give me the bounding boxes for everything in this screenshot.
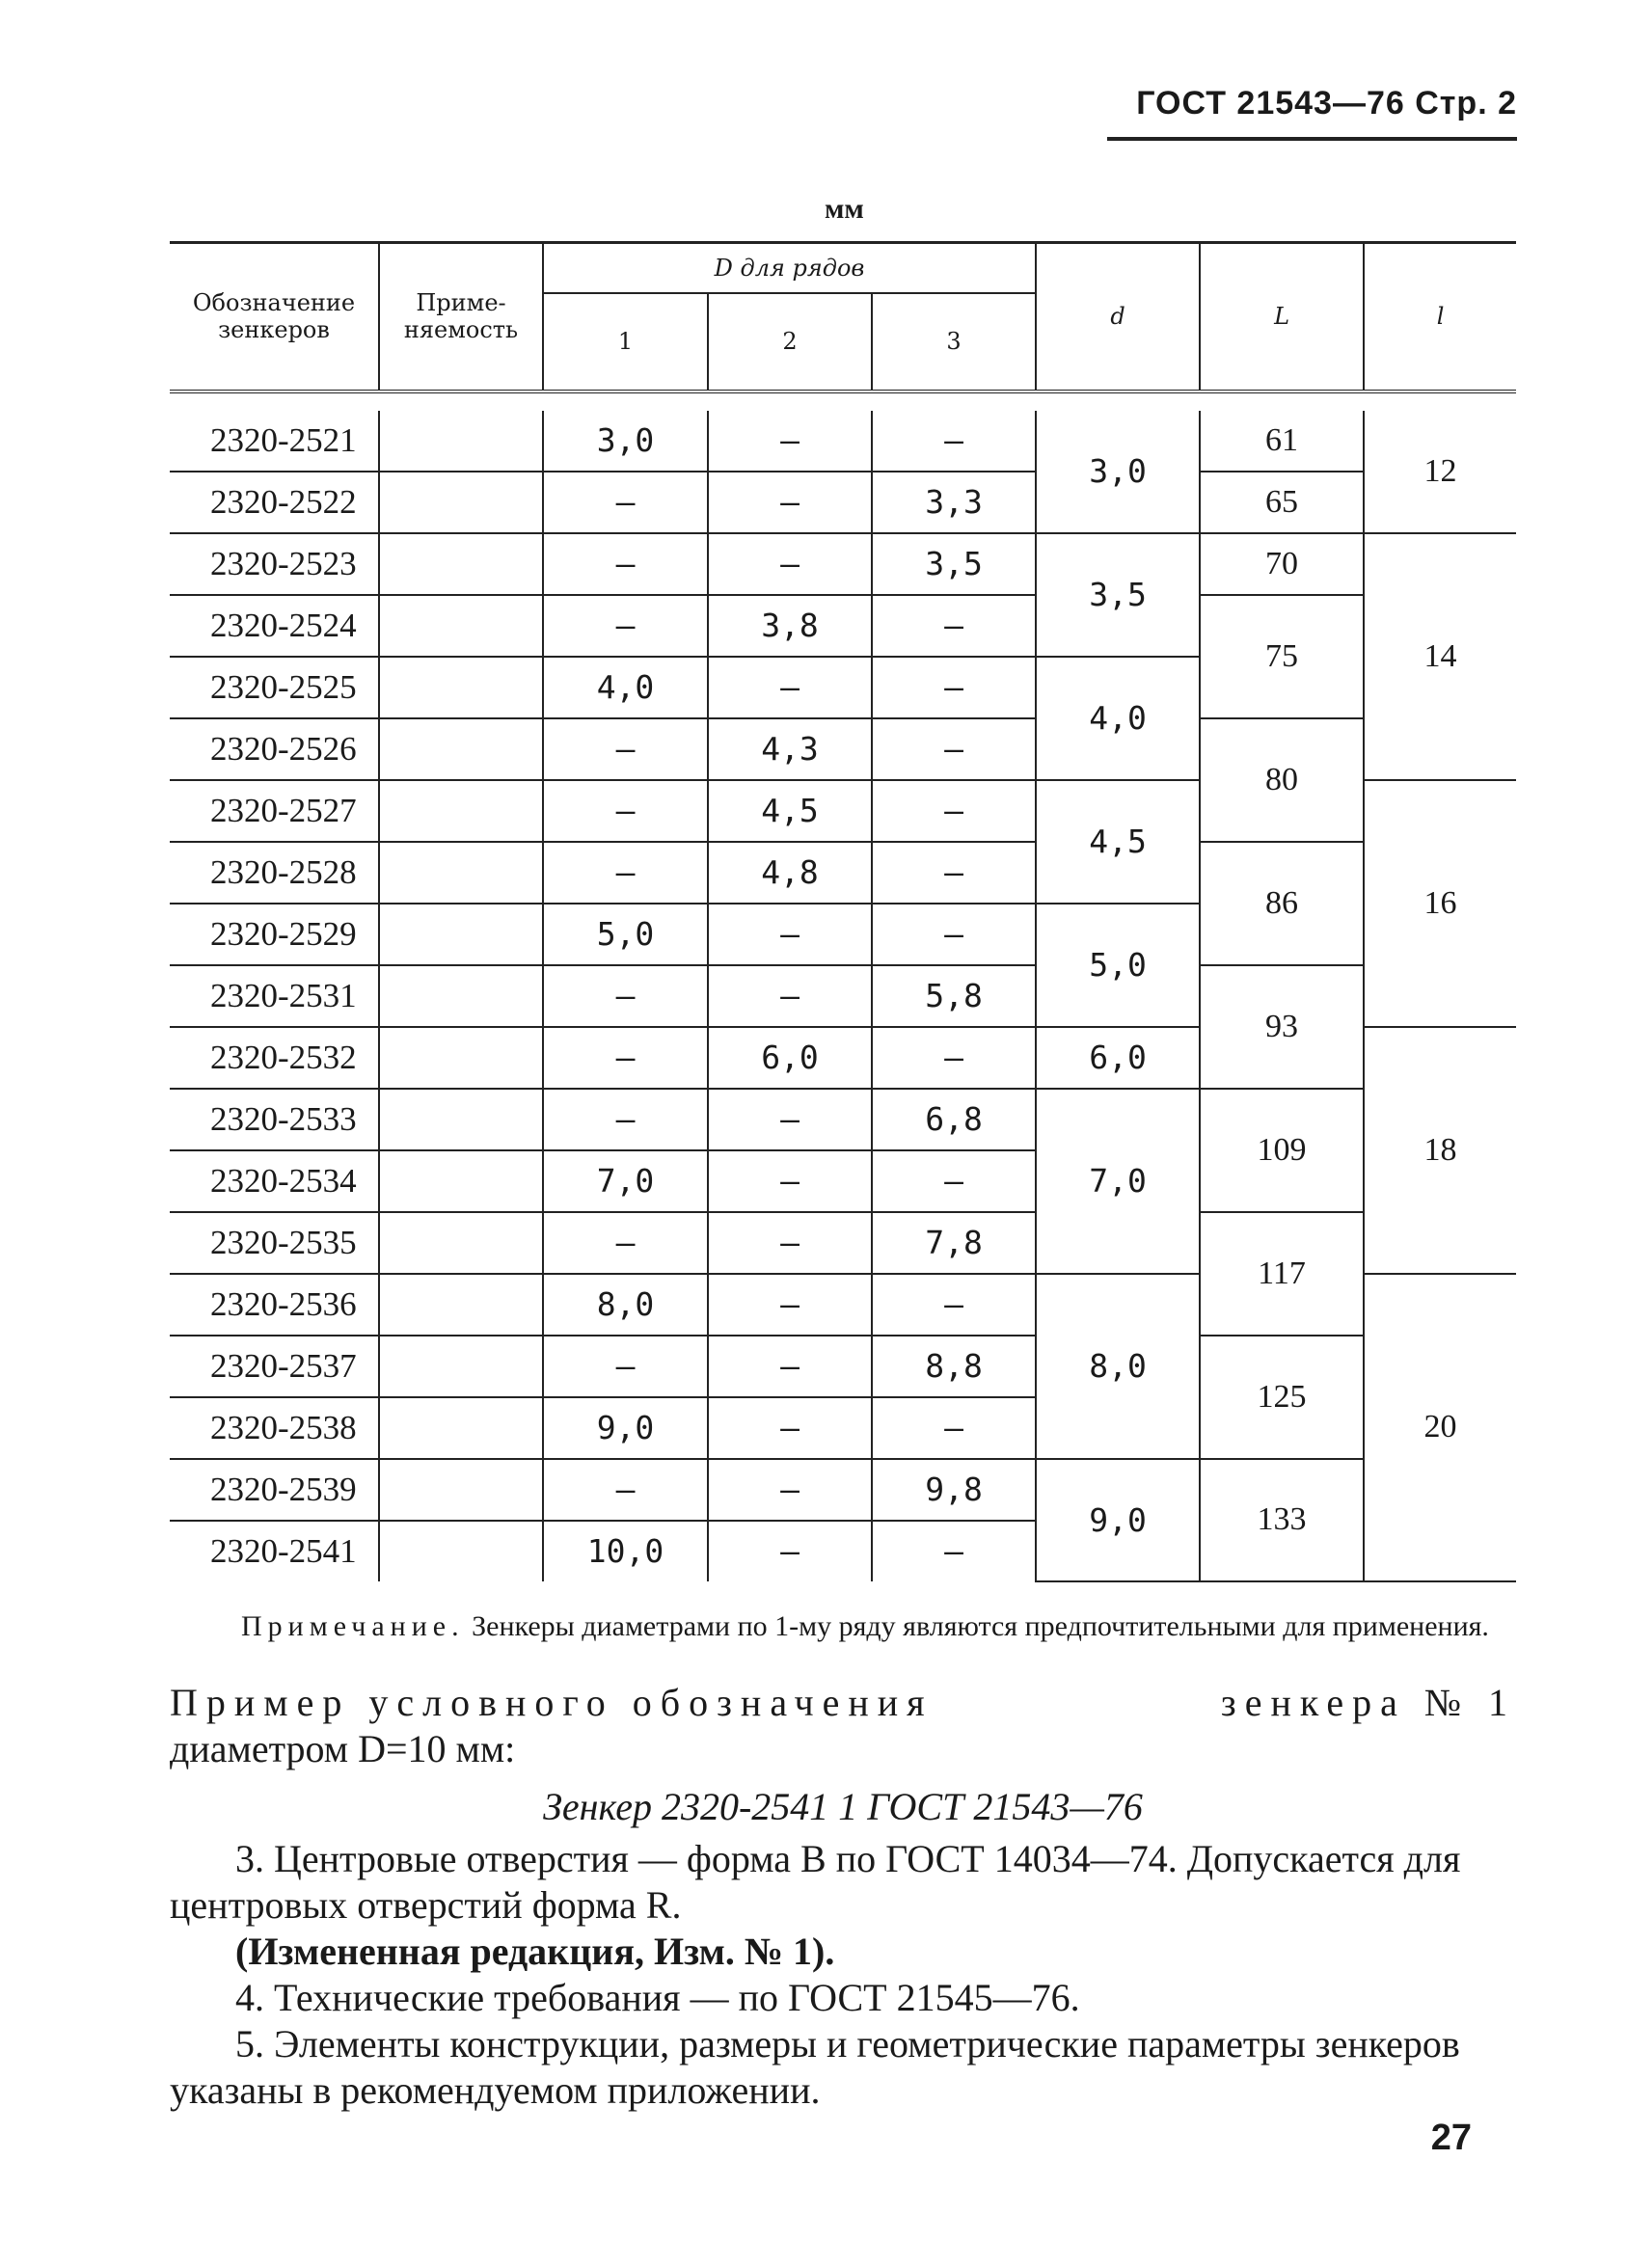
cell-d-row1: 8,0: [543, 1274, 708, 1336]
cell-designation: 2320-2537: [170, 1336, 379, 1397]
cell-d-row2: —: [708, 1089, 872, 1150]
cell-designation: 2320-2525: [170, 657, 379, 718]
table-row: [170, 472, 1516, 533]
header-designation: Обозначение зенкеров: [170, 243, 379, 392]
cell-d-row1: —: [543, 842, 708, 904]
cell-d-row2: —: [708, 1521, 872, 1581]
example-intro-rest: зенкера № 1: [1220, 1681, 1516, 1724]
cell-d-row2: 4,5: [708, 780, 872, 842]
cell-d-row1: —: [543, 780, 708, 842]
cell-d-row2: —: [708, 411, 872, 472]
cell-length-l: 12: [1364, 411, 1516, 533]
cell-length-L: 65: [1200, 472, 1364, 533]
cell-d-row2: 4,8: [708, 842, 872, 904]
paragraph-5: 5. Элементы конструкции, размеры и геометрические параметры зенкеров указаны в рекомендуемом приложении.: [170, 2022, 1460, 2112]
cell-d-row3: 7,8: [872, 1212, 1036, 1274]
table-row: [170, 533, 1516, 595]
table-row: [170, 1459, 1516, 1521]
cell-length-L: 75: [1200, 595, 1364, 718]
cell-d-row3: —: [872, 411, 1036, 472]
cell-applicability: [379, 1150, 543, 1212]
cell-d-row3: —: [872, 1521, 1036, 1581]
cell-applicability: [379, 472, 543, 533]
cell-d-row1: —: [543, 1336, 708, 1397]
table-row: [170, 842, 1516, 904]
cell-designation: 2320-2536: [170, 1274, 379, 1336]
cell-designation: 2320-2527: [170, 780, 379, 842]
cell-d-row1: —: [543, 472, 708, 533]
cell-d-row1: 9,0: [543, 1397, 708, 1459]
cell-length-L: 117: [1200, 1212, 1364, 1336]
table-note: [241, 1608, 1514, 1645]
cell-applicability: [379, 718, 543, 780]
cell-d-row1: 4,0: [543, 657, 708, 718]
cell-applicability: [379, 533, 543, 595]
cell-d-row2: —: [708, 904, 872, 965]
cell-shank-d: 6,0: [1036, 1027, 1200, 1089]
cell-shank-d: 4,0: [1036, 657, 1200, 780]
cell-designation: 2320-2521: [170, 411, 379, 472]
cell-designation: 2320-2538: [170, 1397, 379, 1459]
cell-d-row1: 5,0: [543, 904, 708, 965]
cell-d-row2: —: [708, 533, 872, 595]
cell-applicability: [379, 1521, 543, 1581]
cell-applicability: [379, 657, 543, 718]
page-number: 27: [1430, 2118, 1472, 2158]
cell-d-row3: —: [872, 904, 1036, 965]
cell-designation: 2320-2524: [170, 595, 379, 657]
header-row-1: 1: [543, 293, 708, 392]
header-l-lower: l: [1364, 243, 1516, 392]
cell-designation: 2320-2528: [170, 842, 379, 904]
cell-designation: 2320-2531: [170, 965, 379, 1027]
cell-applicability: [379, 1212, 543, 1274]
cell-designation: 2320-2523: [170, 533, 379, 595]
cell-length-L: 133: [1200, 1459, 1364, 1581]
cell-d-row3: —: [872, 1150, 1036, 1212]
cell-length-L: 86: [1200, 842, 1364, 965]
header-applicability: Приме-няемость: [379, 243, 543, 392]
cell-designation: 2320-2526: [170, 718, 379, 780]
cell-shank-d: 7,0: [1036, 1089, 1200, 1274]
cell-shank-d: 4,5: [1036, 780, 1200, 904]
cell-designation: 2320-2522: [170, 472, 379, 533]
cell-d-row1: —: [543, 1459, 708, 1521]
cell-d-row1: 7,0: [543, 1150, 708, 1212]
header-rule: [1107, 137, 1517, 141]
cell-d-row3: —: [872, 842, 1036, 904]
cell-d-row1: —: [543, 1027, 708, 1089]
cell-applicability: [379, 1089, 543, 1150]
cell-length-L: 109: [1200, 1089, 1364, 1212]
table-row: [170, 965, 1516, 1027]
cell-d-row2: —: [708, 965, 872, 1027]
table-row: [170, 595, 1516, 657]
header-row-3: 3: [872, 293, 1036, 392]
cell-d-row3: 6,8: [872, 1089, 1036, 1150]
cell-designation: 2320-2541: [210, 1531, 357, 1570]
cell-d-row3: —: [872, 595, 1036, 657]
cell-d-row2: —: [708, 472, 872, 533]
cell-d-row2: —: [708, 657, 872, 718]
cell-designation: 2320-2535: [170, 1212, 379, 1274]
cell-d-row1: —: [543, 1212, 708, 1274]
cell-d-row3: 5,8: [872, 965, 1036, 1027]
cell-applicability: [379, 1459, 543, 1521]
cell-d-row1: —: [543, 533, 708, 595]
cell-d-row2: —: [708, 1336, 872, 1397]
cell-d-row1: —: [543, 965, 708, 1027]
cell-length-L: 61: [1200, 411, 1364, 472]
cell-d-row3: 3,3: [872, 472, 1036, 533]
cell-designation: 2320-2539: [170, 1459, 379, 1521]
cell-applicability: [379, 780, 543, 842]
cell-applicability: [379, 1336, 543, 1397]
table-row: [170, 1089, 1516, 1150]
cell-length-L: 125: [1200, 1336, 1364, 1459]
cell-d-row1: —: [543, 595, 708, 657]
cell-applicability: [379, 595, 543, 657]
cell-d-row2: 4,3: [708, 718, 872, 780]
cell-d-row3: —: [872, 780, 1036, 842]
cell-d-row2: —: [708, 1459, 872, 1521]
paragraph-3: 3. Центровые отверстия — форма В по ГОСТ 14034—74. Допускается для центровых отверстий форма R.: [170, 1837, 1461, 1927]
cell-applicability: [379, 842, 543, 904]
cell-shank-d: 5,0: [1036, 904, 1200, 1027]
cell-d-row3: —: [872, 1027, 1036, 1089]
cell-d-row3: —: [872, 657, 1036, 718]
cell-d-row1: 10,0: [543, 1521, 708, 1581]
cell-d-row2: —: [708, 1150, 872, 1212]
cell-length-l: 20: [1364, 1274, 1516, 1581]
cell-shank-d: 8,0: [1036, 1274, 1200, 1459]
cell-applicability: [379, 965, 543, 1027]
cell-designation: 2320-2534: [170, 1150, 379, 1212]
cell-shank-d: 3,5: [1036, 533, 1200, 657]
cell-length-L: 93: [1200, 965, 1364, 1089]
table-row: [170, 411, 1516, 472]
cell-d-row3: 9,8: [872, 1459, 1036, 1521]
example-designation: Зенкер 2320-2541 1 ГОСТ 21543—76: [543, 1785, 1143, 1828]
cell-d-row3: 8,8: [872, 1336, 1036, 1397]
example-intro-spaced: Пример условного обозначения: [170, 1681, 934, 1724]
cell-d-row2: 6,0: [708, 1027, 872, 1089]
cell-length-l: 16: [1364, 780, 1516, 1027]
note-label: Примечание.: [241, 1610, 465, 1642]
cell-designation: 2320-2529: [170, 904, 379, 965]
cell-d-row2: —: [708, 1212, 872, 1274]
table-row: [170, 1336, 1516, 1397]
paragraph-3-amendment: (Измененная редакция, Изм. № 1).: [235, 1930, 835, 1973]
cell-length-l: 14: [1364, 533, 1516, 780]
cell-d-row3: —: [872, 1397, 1036, 1459]
table-row: [170, 718, 1516, 780]
table-unit: мм: [825, 193, 864, 225]
cell-applicability: [379, 1027, 543, 1089]
header-d: d: [1036, 243, 1200, 392]
cell-d-row3: —: [872, 718, 1036, 780]
cell-d-row2: 3,8: [708, 595, 872, 657]
cell-applicability: [379, 1397, 543, 1459]
cell-length-L: 70: [1200, 533, 1364, 595]
cell-d-row2: —: [708, 1274, 872, 1336]
table-row: [170, 1212, 1516, 1274]
header-row-2: 2: [708, 293, 872, 392]
cell-length-L: 80: [1200, 718, 1364, 842]
note-text: Зенкеры диаметрами по 1-му ряду являются предпочтительными для применения.: [472, 1610, 1489, 1642]
header-l-upper: L: [1200, 243, 1364, 392]
cell-d-row1: —: [543, 1089, 708, 1150]
header-d-rows: D для рядов: [543, 243, 1036, 293]
cell-d-row1: 3,0: [543, 411, 708, 472]
cell-applicability: [379, 1274, 543, 1336]
cell-d-row3: 3,5: [872, 533, 1036, 595]
countersink-table: [170, 241, 1516, 1582]
example-intro: [170, 1680, 1516, 1772]
running-header: ГОСТ 21543—76 Стр. 2: [1136, 85, 1517, 122]
cell-designation: 2320-2533: [170, 1089, 379, 1150]
cell-d-row1: —: [543, 718, 708, 780]
cell-d-row2: —: [708, 1397, 872, 1459]
cell-shank-d: 9,0: [1036, 1459, 1200, 1581]
cell-applicability: [379, 411, 543, 472]
cell-d-row3: —: [872, 1274, 1036, 1336]
cell-length-l: 18: [1364, 1027, 1516, 1274]
paragraph-4: 4. Технические требования — по ГОСТ 21545—76.: [235, 1976, 1080, 2019]
example-line2: диаметром D=10 мм:: [170, 1727, 516, 1770]
cell-shank-d: 3,0: [1036, 411, 1200, 533]
cell-designation: 2320-2532: [170, 1027, 379, 1089]
cell-applicability: [379, 904, 543, 965]
